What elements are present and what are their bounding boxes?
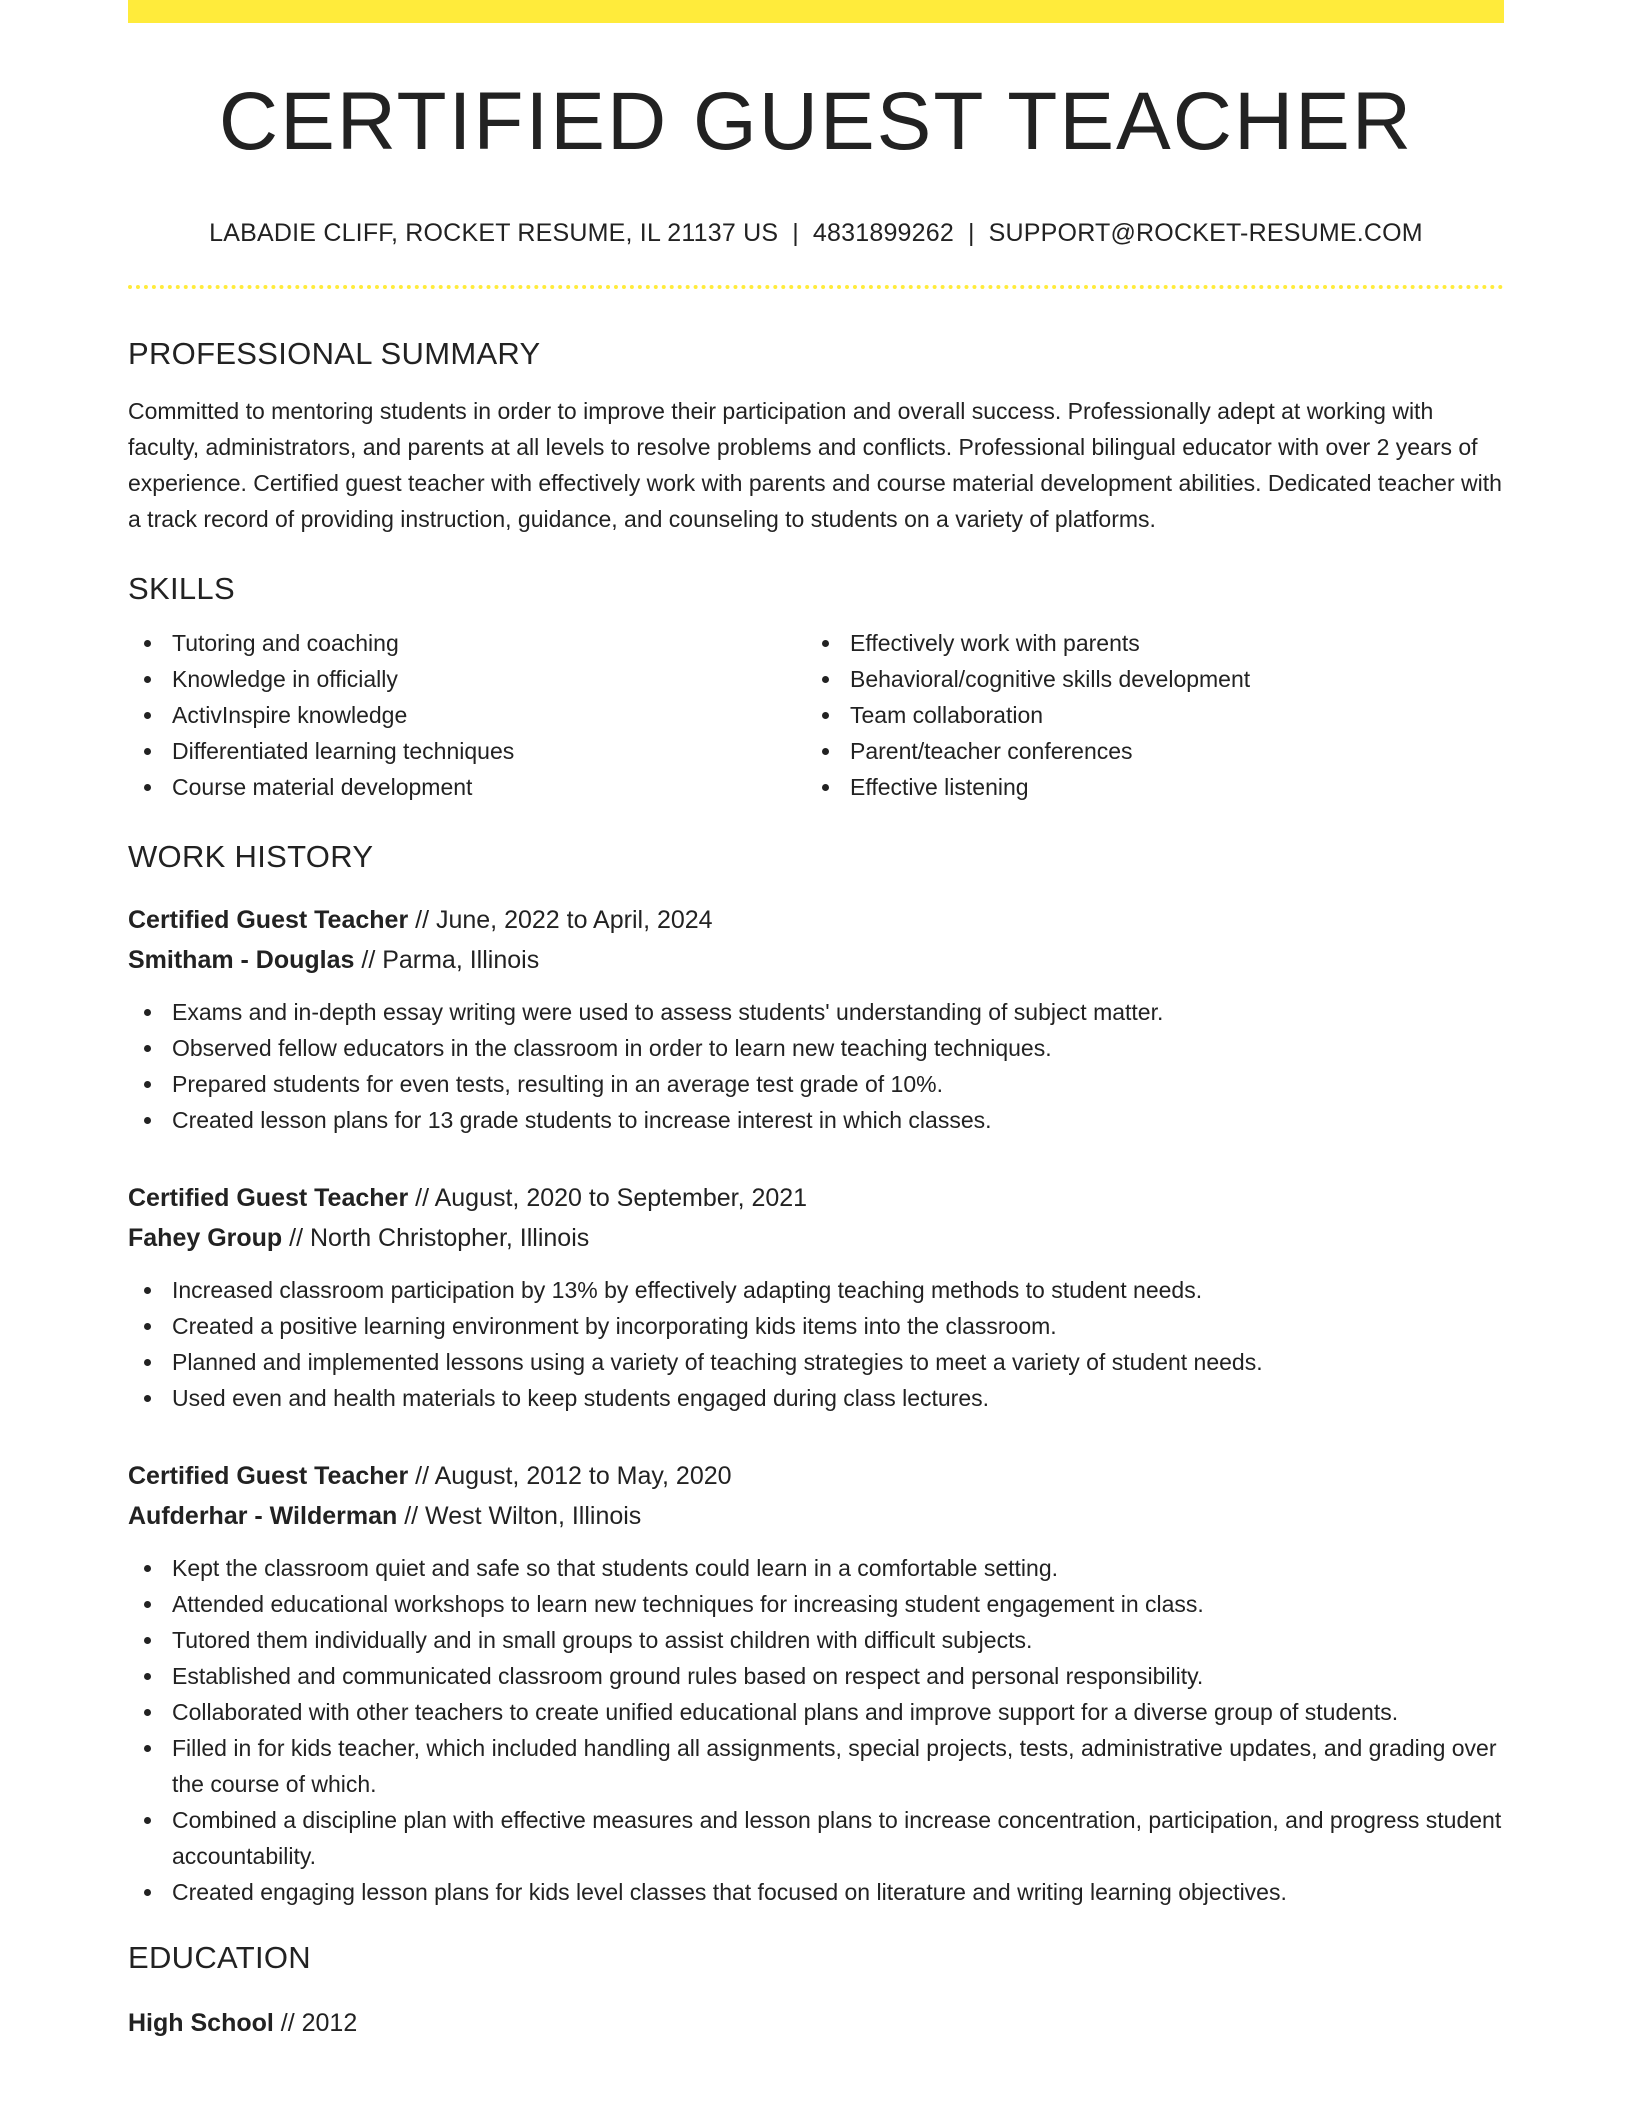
job-bullet: Collaborated with other teachers to create unified educational plans and improve support for a diverse group of students. (128, 1694, 1504, 1730)
job-bullet: Observed fellow educators in the classroom in order to learn new teaching techniques. (128, 1030, 1504, 1066)
job-location: // Parma, Illinois (354, 946, 540, 974)
job-bullet: Tutored them individually and in small groups to assist children with difficult subjects. (128, 1622, 1504, 1658)
job-bullet: Created engaging lesson plans for kids level classes that focused on literature and writing learning objectives. (128, 1874, 1504, 1910)
skill-item: Effectively work with parents (806, 625, 1484, 661)
job-role: Certified Guest Teacher (128, 906, 409, 934)
job-bullet: Exams and in-depth essay writing were used to assess students' understanding of subject matter. (128, 994, 1504, 1030)
job-bullets (128, 994, 1504, 1138)
education-heading: EDUCATION (128, 1940, 311, 1975)
job-dates: // June, 2022 to April, 2024 (408, 906, 713, 934)
contact-separator: | (967, 219, 975, 247)
education-degree: High School (128, 2009, 274, 2037)
job-bullets (128, 1550, 1504, 1910)
skill-item: Parent/teacher conferences (806, 733, 1484, 769)
skill-item: Differentiated learning techniques (128, 733, 806, 769)
skill-item: Behavioral/cognitive skills development (806, 661, 1484, 697)
job-location: // North Christopher, Illinois (282, 1224, 590, 1252)
job-bullet: Kept the classroom quiet and safe so that students could learn in a comfortable setting. (128, 1550, 1504, 1586)
job-bullet: Attended educational workshops to learn new techniques for increasing student engagement in class. (128, 1586, 1504, 1622)
job-bullet: Planned and implemented lessons using a variety of teaching strategies to meet a variety of student needs. (128, 1344, 1504, 1380)
job-bullet: Filled in for kids teacher, which included handling all assignments, special projects, tests, administrative updates, and grading over the course of which. (128, 1730, 1504, 1802)
job-company: Aufderhar - Wilderman (128, 1502, 398, 1530)
skills-heading: SKILLS (128, 571, 235, 606)
job-bullets (128, 1272, 1504, 1416)
job-bullet: Established and communicated classroom ground rules based on respect and personal responsibility. (128, 1658, 1504, 1694)
skill-item: ActivInspire knowledge (128, 697, 806, 733)
skill-item: Course material development (128, 769, 806, 805)
summary-text: Committed to mentoring students in order to improve their participation and overall success. Professionally adept at working with faculty, administrators, and parents at all levels to resolve problems and conflicts. Professional bilingual educator with over 2 years of experience. Certified guest teacher with effectively work with parents and course material development abilities. Dedicated teacher with a track record of providing instruction, guidance, and counseling to students on a variety of platforms. (128, 398, 1502, 532)
job-dates: // August, 2012 to May, 2020 (408, 1462, 732, 1490)
education-entry (128, 2003, 1504, 2043)
job-company: Fahey Group (128, 1224, 283, 1252)
contact-email: SUPPORT@ROCKET-RESUME.COM (988, 219, 1423, 247)
job-company-line (128, 1218, 1504, 1258)
summary-heading: PROFESSIONAL SUMMARY (128, 336, 541, 371)
skill-item: Team collaboration (806, 697, 1484, 733)
job-title-line (128, 1456, 1504, 1496)
work-history-heading: WORK HISTORY (128, 839, 374, 874)
skill-item: Effective listening (806, 769, 1484, 805)
contact-phone: 4831899262 (812, 219, 954, 247)
skills-column-left (128, 625, 806, 805)
skills-list (128, 625, 1504, 805)
skills-column-right (806, 625, 1484, 805)
job-company-line (128, 940, 1504, 980)
job-bullet: Combined a discipline plan with effective measures and lesson plans to increase concentration, participation, and progress student accountability. (128, 1802, 1504, 1874)
job-bullet: Created lesson plans for 13 grade students to increase interest in which classes. (128, 1102, 1504, 1138)
contact-address: LABADIE CLIFF, ROCKET RESUME, IL 21137 US (209, 219, 779, 247)
job-location: // West Wilton, Illinois (397, 1502, 642, 1530)
job-company: Smitham - Douglas (128, 946, 355, 974)
skill-item: Knowledge in officially (128, 661, 806, 697)
job-role: Certified Guest Teacher (128, 1184, 409, 1212)
dotted-divider (128, 285, 1504, 289)
job-bullet: Increased classroom participation by 13% by effectively adapting teaching methods to student needs. (128, 1272, 1504, 1308)
job-company-line (128, 1496, 1504, 1536)
job-entry (128, 900, 1504, 1138)
job-title-line (128, 1178, 1504, 1218)
resume-page (128, 0, 1504, 2112)
skill-item: Tutoring and coaching (128, 625, 806, 661)
accent-bar (128, 0, 1504, 23)
job-bullet: Created a positive learning environment by incorporating kids items into the classroom. (128, 1308, 1504, 1344)
job-entry (128, 1178, 1504, 1416)
job-dates: // August, 2020 to September, 2021 (408, 1184, 808, 1212)
job-entry (128, 1456, 1504, 1910)
job-role: Certified Guest Teacher (128, 1462, 409, 1490)
job-bullet: Used even and health materials to keep students engaged during class lectures. (128, 1380, 1504, 1416)
contact-line (128, 221, 1504, 246)
job-bullet: Prepared students for even tests, resulting in an average test grade of 10%. (128, 1066, 1504, 1102)
resume-name: CERTIFIED GUEST TEACHER (218, 76, 1414, 167)
education-year: // 2012 (273, 2009, 358, 2037)
job-title-line (128, 900, 1504, 940)
contact-separator: | (792, 219, 799, 247)
